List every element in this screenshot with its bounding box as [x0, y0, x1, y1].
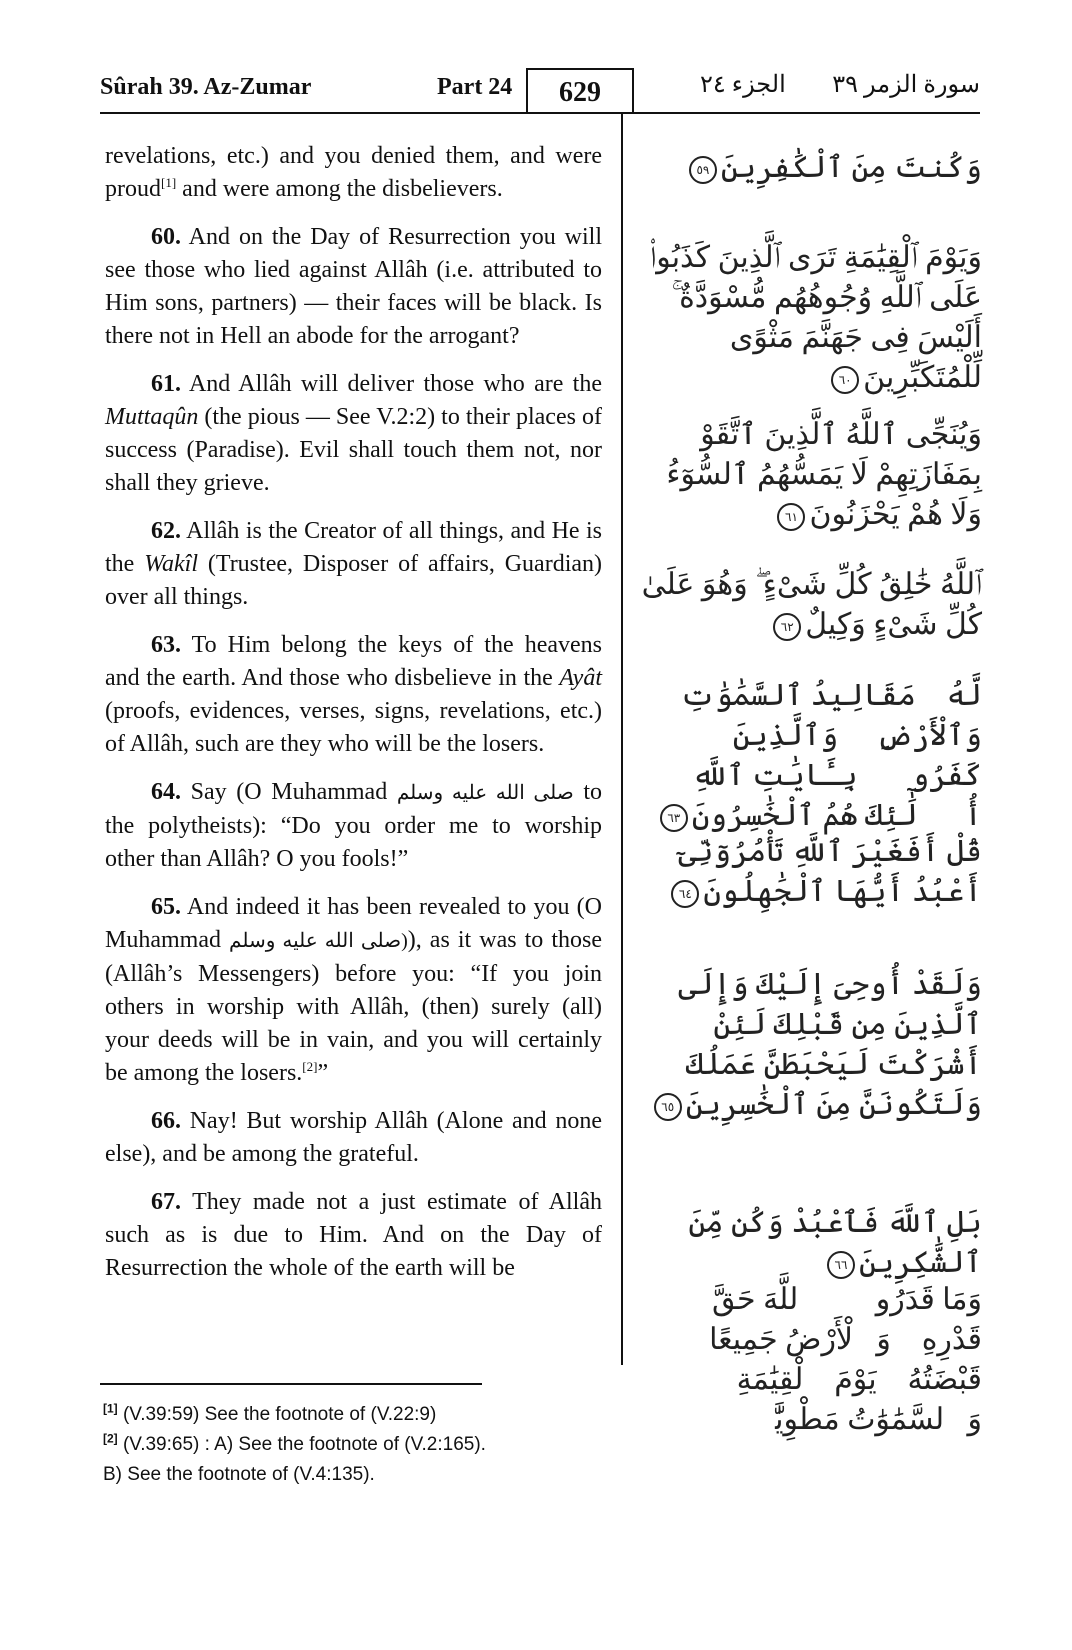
arabic-verse-61: [632, 415, 982, 535]
english-translation: [105, 140, 602, 1300]
verse-text: And Allâh will deliver those who are the: [181, 371, 602, 397]
ayah-number-marker: ٦٤: [671, 880, 699, 908]
arabic-verse-60: [632, 238, 982, 398]
verse-number: 66.: [151, 1108, 181, 1134]
verse-text: To Him belong the keys of the heavens and the earth. And those who disbelieve in the: [105, 632, 602, 691]
page-header: [100, 68, 980, 112]
verse-text: and were among the disbelievers.: [176, 176, 503, 202]
arabic-verse-66: [632, 1203, 982, 1283]
arabic-text: وَيَوْمَ ٱلْقِيَٰمَةِ تَرَى ٱلَّذِينَ كَذَبُوا۟ عَلَى ٱللَّهِ وُجُوهُهُم مُّسْوَدَّةٌ ۚ أَلَيْسَ فِى جَهَنَّمَ مَثْوًى لِّلْمُتَكَبِّرِينَ: [649, 241, 982, 394]
part-label: Part 24: [437, 74, 513, 100]
footnote-ref-2: [2]: [302, 1059, 318, 1074]
surah-title: Sûrah 39. Az-Zumar: [100, 74, 312, 100]
arabic-text: لَّهُۥ مَقَالِيدُ ٱلسَّمَٰوَٰتِ وَٱلْأَرْضِ ۗ وَٱلَّذِينَ كَفَرُوا۟ بِـَٔايَٰتِ ٱللَّهِ أُو۟لَٰٓئِكَ هُمُ ٱلْخَٰسِرُونَ: [679, 679, 982, 832]
footnote-2b: [103, 1460, 486, 1490]
arabic-text: قُلْ أَفَغَيْرَ ٱللَّهِ تَأْمُرُوٓنِّىٓ أَعْبُدُ أَيُّهَا ٱلْجَٰهِلُونَ: [678, 835, 982, 908]
verse-number: 67.: [151, 1189, 181, 1215]
italic-term: Wakîl: [144, 551, 198, 577]
arabic-text: وَيُنَجِّى ٱللَّهُ ٱلَّذِينَ ٱتَّقَوْا۟ بِمَفَازَتِهِمْ لَا يَمَسُّهُمُ ٱلسُّوٓءُ وَلَا هُمْ يَحْزَنُونَ: [653, 418, 982, 531]
verse-number: 65.: [151, 894, 181, 920]
arabic-verse-63: [632, 676, 982, 836]
arabic-text: ٱللَّهُ خَٰلِقُ كُلِّ شَىْءٍ ۖ وَهُوَ عَلَىٰ كُلِّ شَىْءٍ وَكِيلٌ: [641, 568, 982, 641]
footnote-1: [103, 1400, 486, 1430]
column-divider: [621, 112, 623, 1365]
verse-number: 60.: [151, 224, 181, 250]
arabic-text: بَلِ ٱللَّهَ فَٱعْبُدْ وَكُن مِّنَ ٱلشَّٰكِرِينَ: [688, 1206, 982, 1279]
verse-text: ), as it was to those (Allâh’s Messengers) before you: “If you join others in worship with Allâh, (then) surely (all) your deeds will be in vain, and you will certainly be among the losers.: [105, 927, 602, 1086]
ayah-number-marker: ٦١: [777, 503, 805, 531]
verse-text: (Trustee, Disposer of affairs, Guardian) over all things.: [105, 551, 603, 610]
verse-text: (the pious — See V.2:2) to their places of success (Paradise). Evil shall touch them not, nor shall they grieve.: [105, 404, 602, 496]
arabic-text: وَمَا قَدَرُوا۟ ٱللَّهَ حَقَّ قَدْرِهِۦ وَٱلْأَرْضُ جَمِيعًا قَبْضَتُهُۥ يَوْمَ ٱلْقِيَٰمَةِ وَٱلسَّمَٰوَٰتُ مَطْوِيَّٰتٌۢ: [705, 1283, 982, 1436]
arabic-surah-title: سورة الزمر ٣٩: [832, 72, 980, 98]
verse-number: 62.: [151, 518, 181, 544]
footnote-mark: [1]: [103, 1401, 118, 1416]
verse-63: [105, 629, 602, 761]
arabic-verse-67: [632, 1280, 982, 1440]
footnote-ref-1: [1]: [161, 175, 177, 190]
verse-number: 63.: [151, 632, 181, 658]
footnote-rule: [100, 1383, 482, 1385]
verse-text: revelations, etc.) and you denied them, and were proud: [105, 143, 602, 202]
salawat-inline: (صلى الله عليه وسلم: [229, 930, 408, 952]
footnote-text: (V.39:59) See the footnote of (V.22:9): [117, 1404, 437, 1425]
verse-text: ”: [317, 1060, 329, 1086]
arabic-verse-65: [632, 965, 982, 1125]
ayah-number-marker: ٦٣: [660, 804, 688, 832]
verse-text: And on the Day of Resurrection you will see those who lied against Allâh (i.e. attributed to Him sons, partners) — their faces will be black. Is there not in Hell an abode for the arrogant?: [105, 224, 602, 349]
footnote-2: [103, 1430, 486, 1460]
verse-text: Nay! But worship Allâh (Alone and none else), and be among the grateful.: [105, 1108, 602, 1167]
ayah-number-marker: ٦٢: [773, 613, 801, 641]
footnote-text: (V.39:65) : A) See the footnote of (V.2:165).: [117, 1434, 486, 1455]
ayah-number-marker: ٥٩: [689, 156, 717, 184]
ayah-number-marker: ٦٥: [654, 1093, 682, 1121]
verse-text: (proofs, evidences, verses, signs, revelations, etc.) of Allâh, such are they who will be the losers.: [105, 698, 602, 757]
arabic-juz-label: الجزء ٢٤: [700, 72, 786, 98]
italic-term: Ayât: [559, 665, 602, 691]
italic-term: Muttaqûn: [105, 404, 199, 430]
ayah-number-marker: ٦٦: [827, 1251, 855, 1279]
verse-text: Say (O Muhammad: [181, 779, 397, 805]
verse-text: to the polytheists): “Do you order me to worship other than Allâh? O you fools!”: [105, 779, 602, 872]
arabic-verse-62: [632, 565, 982, 645]
verse-66: [105, 1105, 602, 1171]
salawat-inline: صلى الله عليه وسلم: [396, 782, 574, 804]
verse-62: [105, 515, 602, 614]
verse-64: [105, 776, 602, 876]
verse-65: [105, 891, 602, 1090]
verse-text: They made not a just estimate of Allâh such as is due to Him. And on the Day of Resurrection the whole of the earth will be: [105, 1189, 602, 1281]
verse-59-continuation: [105, 140, 602, 206]
verse-number: 61.: [151, 371, 181, 397]
footnote-text: B) See the footnote of (V.4:135).: [103, 1464, 375, 1485]
verse-text: Allâh is the Creator of all things, and He is the: [105, 518, 602, 577]
verse-67: [105, 1186, 602, 1285]
arabic-verse-59: [632, 148, 982, 188]
verse-text: And indeed it has been revealed to you (O Muhammad: [105, 894, 602, 953]
verse-60: [105, 221, 602, 353]
footnote-mark: [2]: [103, 1431, 118, 1446]
arabic-verse-64: [632, 832, 982, 912]
page-number: 629: [526, 68, 634, 112]
footnotes: [103, 1400, 486, 1490]
arabic-text: وَلَقَدْ أُوحِىَ إِلَيْكَ وَإِلَى ٱلَّذِينَ مِن قَبْلِكَ لَئِنْ أَشْرَكْتَ لَيَحْبَطَنَّ عَمَلُكَ وَلَتَكُونَنَّ مِنَ ٱلْخَٰسِرِينَ: [678, 968, 982, 1121]
verse-61: [105, 368, 602, 500]
verse-number: 64.: [151, 779, 181, 805]
header-rule: [100, 112, 980, 114]
arabic-text: وَكُنتَ مِنَ ٱلْكَٰفِرِينَ: [720, 151, 982, 184]
ayah-number-marker: ٦٠: [831, 366, 859, 394]
